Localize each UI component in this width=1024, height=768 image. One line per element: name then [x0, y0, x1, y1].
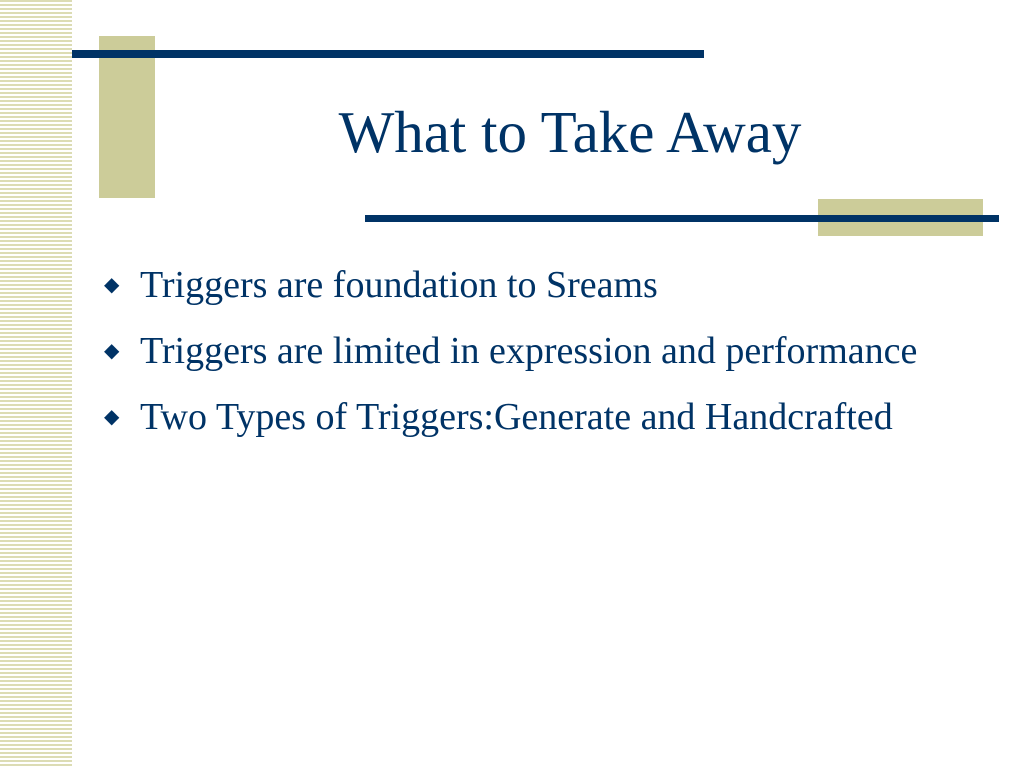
- slide-title: What to Take Away: [338, 99, 802, 165]
- bullet-text: Triggers are foundation to Sreams: [140, 264, 658, 306]
- bullet-item: [104, 390, 924, 444]
- title-rule-top: [72, 50, 704, 58]
- bullet-text: Triggers are limited in expression and performance: [140, 330, 918, 372]
- diamond-bullet-icon: ◆: [104, 274, 120, 296]
- bullet-item: [104, 324, 924, 378]
- bullet-text: Two Types of Triggers:Generate and Handcrafted: [140, 396, 893, 438]
- title-rule-bottom: [365, 215, 999, 222]
- diamond-bullet-icon: ◆: [104, 406, 120, 428]
- bullet-item: [104, 258, 924, 312]
- diamond-bullet-icon: ◆: [104, 340, 120, 362]
- left-stripe-decoration: [0, 0, 72, 768]
- bullet-list: [104, 258, 924, 456]
- accent-block-top: [99, 36, 155, 198]
